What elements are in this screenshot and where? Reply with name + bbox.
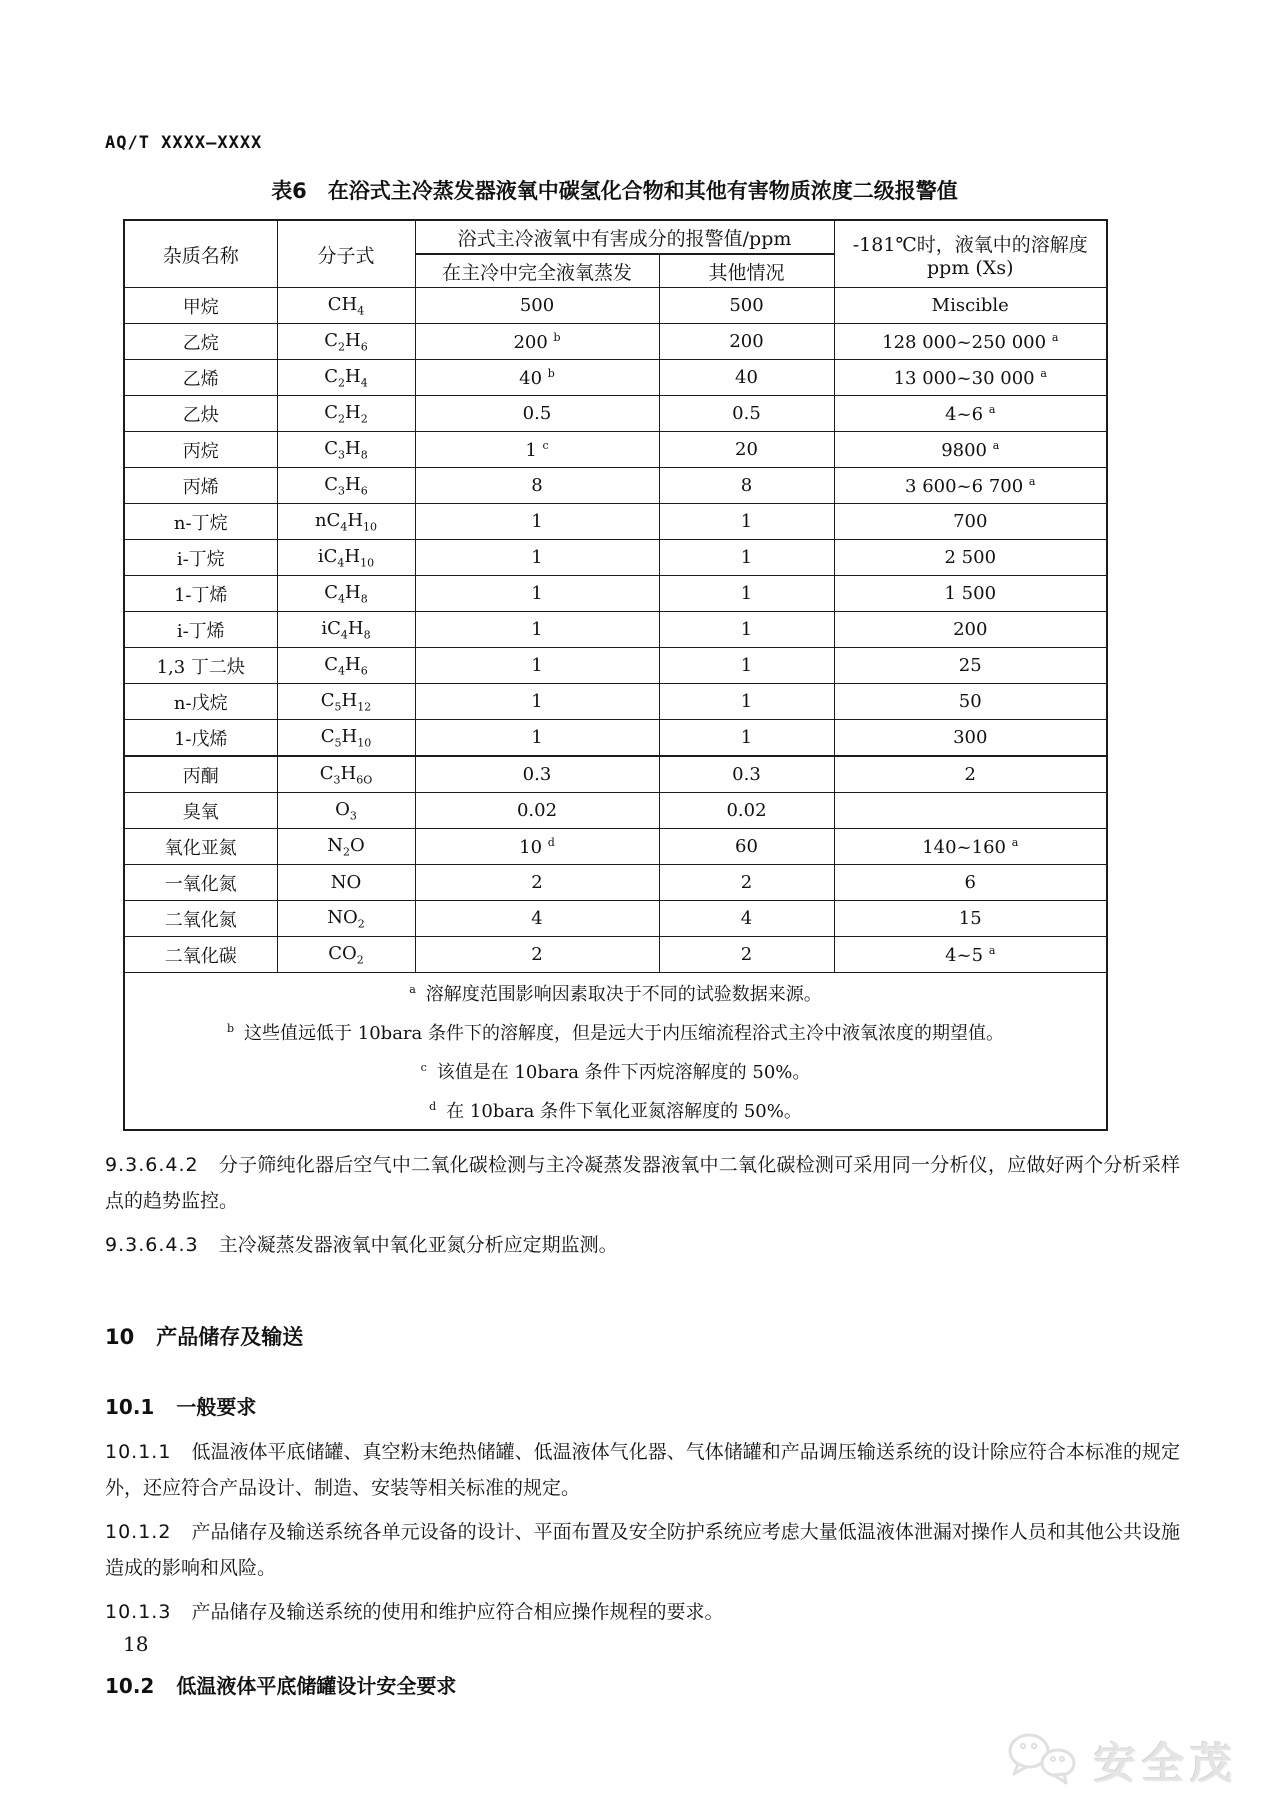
cell-alarm-full-evap: 10 $^d$ [415,829,659,865]
cell-impurity-name: n-戊烷 [124,684,277,720]
footnote-mark: b [227,1022,235,1035]
cell-alarm-full-evap: 1 [415,540,659,576]
table-row [124,684,1107,720]
clause-text: 产品储存及输送系统各单元设备的设计、平面布置及安全防护系统应考虑大量低温液体泄漏对操作人员和其他公共设施造成的影响和风险。 [105,1521,1180,1579]
cell-alarm-full-evap: 0.02 [415,793,659,829]
clause-number: 10.1.1 [105,1441,172,1463]
clause-paragraph [105,1147,1180,1219]
cell-alarm-full-evap: 200 $^b$ [415,324,659,360]
cell-molecular-formula: $CH_4$ [277,288,415,324]
cell-molecular-formula: $C_5H_{12}$ [277,684,415,720]
cell-alarm-other: 1 [659,576,834,612]
clause-text: 低温液体平底储罐、真空粉末绝热储罐、低温液体气化器、气体储罐和产品调压输送系统的设计除应符合本标准的规定外，还应符合产品设计、制造、安装等相关标准的规定。 [105,1441,1180,1499]
cell-solubility: Miscible [834,288,1107,324]
cell-solubility: 13 000~30 000 $^a$ [834,360,1107,396]
header-alarm-full-evap: 在主冷中完全液氧蒸发 [415,254,659,288]
cell-alarm-other: 0.3 [659,756,834,793]
cell-alarm-other: 1 [659,540,834,576]
cell-molecular-formula: $nC_4H_{10}$ [277,504,415,540]
table-row [124,756,1107,793]
cell-alarm-other: 200 [659,324,834,360]
cell-alarm-full-evap: 1 [415,504,659,540]
cell-molecular-formula: $C_4H_8$ [277,576,415,612]
footnotes-row [124,973,1107,1131]
header-impurity-name: 杂质名称 [124,220,277,288]
cell-alarm-other: 1 [659,684,834,720]
table-row [124,901,1107,937]
cell-molecular-formula: $CO_2$ [277,937,415,973]
table-row [124,504,1107,540]
cell-solubility: 300 [834,720,1107,757]
alarm-values-table [123,219,1108,1131]
cell-solubility: 128 000~250 000 $^a$ [834,324,1107,360]
cell-alarm-other: 4 [659,901,834,937]
cell-alarm-full-evap: 1 [415,684,659,720]
clause-text: 分子筛纯化器后空气中二氧化碳检测与主冷凝蒸发器液氧中二氧化碳检测可采用同一分析仪，应做好两个分析采样点的趋势监控。 [105,1154,1180,1212]
cell-molecular-formula: $C_3H_8$ [277,432,415,468]
cell-alarm-other: 500 [659,288,834,324]
cell-impurity-name: 1,3 丁二炔 [124,648,277,684]
clause-text: 主冷凝蒸发器液氧中氧化亚氮分析应定期监测。 [218,1234,618,1256]
clause-number: 10.1 [105,1395,155,1419]
wechat-bubbles-icon [1006,1730,1084,1792]
cell-molecular-formula: $iC_4H_{10}$ [277,540,415,576]
cell-alarm-other: 2 [659,937,834,973]
cell-alarm-full-evap: 1 [415,720,659,757]
cell-alarm-full-evap: 1 $^c$ [415,432,659,468]
table-row [124,937,1107,973]
cell-molecular-formula: $C_5H_{10}$ [277,720,415,757]
cell-alarm-full-evap: 1 [415,648,659,684]
table-row [124,829,1107,865]
cell-impurity-name: 臭氧 [124,793,277,829]
cell-impurity-name: 1-丁烯 [124,576,277,612]
footnotes-cell [124,973,1107,1131]
cell-alarm-full-evap: 500 [415,288,659,324]
table-row [124,793,1107,829]
header-molecular-formula: 分子式 [277,220,415,288]
table-row [124,360,1107,396]
cell-solubility: 2 [834,756,1107,793]
header-alarm-other: 其他情况 [659,254,834,288]
table-body [124,288,1107,973]
table-footnotes-section [124,973,1107,1131]
table-row [124,720,1107,757]
cell-solubility: 6 [834,865,1107,901]
header-alarm-group: 浴式主冷液氧中有害成分的报警值/ppm [415,220,834,254]
cell-solubility: 50 [834,684,1107,720]
cell-solubility: 15 [834,901,1107,937]
cell-solubility: 9800 $^a$ [834,432,1107,468]
clause-number: 9.3.6.4.3 [105,1234,199,1256]
clause-paragraph [105,1227,1180,1263]
cell-alarm-other: 8 [659,468,834,504]
cell-alarm-full-evap: 1 [415,612,659,648]
table-footnote: $^d$ 在 10bara 条件下氧化亚氮溶解度的 50%。 [429,1100,802,1122]
cell-alarm-full-evap: 40 $^b$ [415,360,659,396]
body-text [105,1147,1180,1699]
cell-alarm-other: 1 [659,720,834,757]
cell-solubility: 25 [834,648,1107,684]
cell-molecular-formula: $C_3H_6$ [277,468,415,504]
cell-alarm-other: 20 [659,432,834,468]
cell-alarm-other: 1 [659,504,834,540]
cell-alarm-other: 1 [659,648,834,684]
cell-molecular-formula: $C_2H_4$ [277,360,415,396]
table-row [124,576,1107,612]
clause-paragraph [105,1434,1180,1506]
cell-impurity-name: 乙烯 [124,360,277,396]
table-header [124,220,1107,288]
section-heading [105,1321,1180,1351]
cell-alarm-other: 40 [659,360,834,396]
cell-alarm-full-evap: 0.5 [415,396,659,432]
cell-molecular-formula: $C_2H_2$ [277,396,415,432]
clause-paragraph [105,1514,1180,1586]
header-solubility-line2: ppm (Xs) [927,256,1014,279]
cell-impurity-name: 乙炔 [124,396,277,432]
cell-alarm-other: 60 [659,829,834,865]
table-row [124,540,1107,576]
cell-solubility: 3 600~6 700 $^a$ [834,468,1107,504]
clause-number: 10 [105,1325,135,1349]
cell-impurity-name: 丙酮 [124,756,277,793]
section-heading [105,1391,1180,1420]
cell-impurity-name: n-丁烷 [124,504,277,540]
cell-alarm-full-evap: 2 [415,865,659,901]
cell-impurity-name: 丙烷 [124,432,277,468]
table-row [124,865,1107,901]
table-footnote: $^c$ 该值是在 10bara 条件下丙烷溶解度的 50%。 [420,1061,811,1083]
table-row [124,288,1107,324]
cell-solubility: 200 [834,612,1107,648]
cell-solubility: 700 [834,504,1107,540]
cell-impurity-name: 1-戊烯 [124,720,277,757]
cell-solubility: 1 500 [834,576,1107,612]
cell-impurity-name: 一氧化氮 [124,865,277,901]
cell-molecular-formula: $iC_4H_8$ [277,612,415,648]
cell-alarm-other: 1 [659,612,834,648]
table-row [124,324,1107,360]
footnote-mark: c [420,1061,427,1074]
cell-molecular-formula: $NO_2$ [277,901,415,937]
cell-impurity-name: 乙烷 [124,324,277,360]
cell-impurity-name: 丙烯 [124,468,277,504]
cell-impurity-name: 二氧化氮 [124,901,277,937]
clause-text: 产品储存及输送 [156,1325,304,1349]
header-solubility [834,220,1107,288]
table-footnote: $^a$ 溶解度范围影响因素取决于不同的试验数据来源。 [409,983,822,1005]
cell-solubility: 4~6 $^a$ [834,396,1107,432]
standard-code: AQ/T XXXX—XXXX [105,133,263,153]
cell-impurity-name: 氧化亚氮 [124,829,277,865]
page-number: 18 [123,1632,149,1656]
cell-molecular-formula: $N_2O$ [277,829,415,865]
table-row [124,648,1107,684]
page-content [105,175,1180,1713]
watermark-text: 安全茂 [1093,1739,1238,1788]
cell-alarm-full-evap: 2 [415,937,659,973]
cell-alarm-other: 0.5 [659,396,834,432]
cell-solubility: 140~160 $^a$ [834,829,1107,865]
cell-molecular-formula: $O_3$ [277,793,415,829]
section-heading [105,1670,1180,1699]
table-row [124,612,1107,648]
clause-number: 10.1.3 [105,1601,172,1623]
table-footnote: $^b$ 这些值远低于 10bara 条件下的溶解度，但是远大于内压缩流程浴式主冷中液氧浓度的期望值。 [227,1022,1004,1044]
cell-alarm-full-evap: 0.3 [415,756,659,793]
cell-alarm-other: 0.02 [659,793,834,829]
cell-alarm-full-evap: 4 [415,901,659,937]
cell-molecular-formula: $C_3H_{6O}$ [277,756,415,793]
clause-text: 一般要求 [176,1395,257,1419]
clause-number: 9.3.6.4.2 [105,1154,199,1176]
watermark [1006,1730,1238,1792]
cell-alarm-full-evap: 8 [415,468,659,504]
cell-solubility: 2 500 [834,540,1107,576]
cell-solubility [834,793,1107,829]
cell-impurity-name: 二氧化碳 [124,937,277,973]
table-title: 表6 在浴式主冷蒸发器液氧中碳氢化合物和其他有害物质浓度二级报警值 [271,179,958,203]
cell-solubility: 4~5 $^a$ [834,937,1107,973]
cell-molecular-formula: $C_2H_6$ [277,324,415,360]
cell-molecular-formula: $C_4H_6$ [277,648,415,684]
cell-molecular-formula: NO [277,865,415,901]
clause-number: 10.1.2 [105,1521,172,1543]
clause-number: 10.2 [105,1674,155,1698]
cell-impurity-name: i-丁烯 [124,612,277,648]
clause-paragraph [105,1594,1180,1630]
footnote-mark: d [429,1100,437,1113]
cell-alarm-full-evap: 1 [415,576,659,612]
clause-text: 低温液体平底储罐设计安全要求 [176,1674,457,1698]
footnote-mark: a [409,983,416,996]
cell-impurity-name: 甲烷 [124,288,277,324]
table-row [124,396,1107,432]
table-row [124,432,1107,468]
cell-impurity-name: i-丁烷 [124,540,277,576]
cell-alarm-other: 2 [659,865,834,901]
clause-text: 产品储存及输送系统的使用和维护应符合相应操作规程的要求。 [191,1601,724,1623]
header-solubility-line1: -181℃时，液氧中的溶解度 [852,233,1088,256]
table-row [124,468,1107,504]
